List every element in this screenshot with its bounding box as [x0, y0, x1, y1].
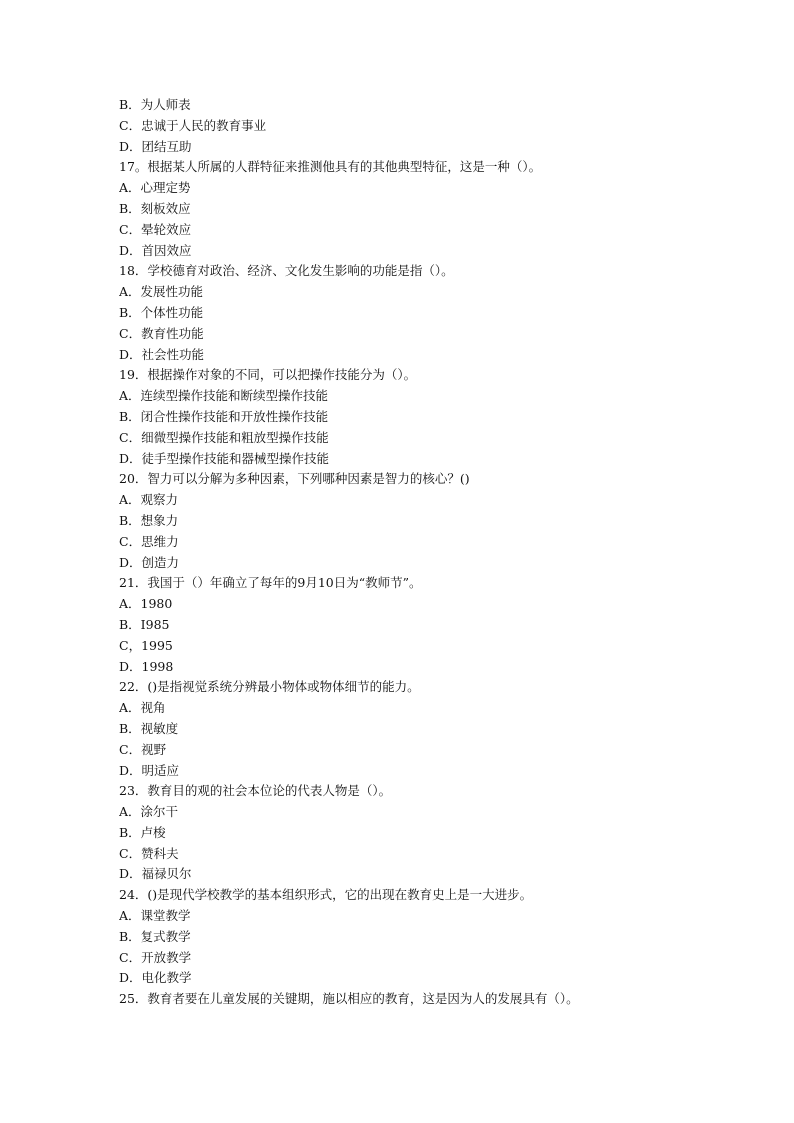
document-page — [119, 95, 679, 1010]
option-d-q24: D．电化教学 — [119, 970, 192, 986]
option-a-q22: A．视角 — [119, 700, 166, 716]
option-b-q17: B．刻板效应 — [119, 200, 191, 216]
question-23: 23．教育目的观的社会本位论的代表人物是（）。 — [119, 783, 392, 799]
option-d-q22: D．明适应 — [119, 762, 180, 778]
question-17: 17。根据某人所属的人群特征来推测他具有的其他典型特征，这是一种（）。 — [119, 159, 542, 175]
option-b-q19: B．闭合性操作技能和开放性操作技能 — [119, 408, 329, 424]
option-c-q19: C．细微型操作技能和粗放型操作技能 — [119, 429, 329, 445]
option-d-q20: D．创造力 — [119, 554, 180, 570]
option-b-q21: B．I985 — [119, 616, 170, 632]
option-d-q21: D．1998 — [119, 658, 174, 674]
option-c-q21: C，1995 — [119, 637, 173, 653]
option-c-q17: C．晕轮效应 — [119, 221, 192, 237]
option-c-q20: C．思维力 — [119, 533, 179, 549]
option-c-q24: C．开放教学 — [119, 949, 192, 965]
option-c-q22: C．视野 — [119, 741, 167, 757]
option-b-q16: B．为人师表 — [119, 97, 191, 112]
option-c-q16: C．忠诚于人民的教育事业 — [119, 117, 267, 133]
option-b-q18: B．个体性功能 — [119, 304, 204, 320]
question-18: 18．学校德育对政治、经济、文化发生影响的功能是指（）。 — [119, 263, 454, 279]
option-b-q24: B．复式教学 — [119, 928, 191, 944]
question-24: 24．()是现代学校教学的基本组织形式，它的出现在教育史上是一大进步。 — [119, 887, 533, 903]
question-22: 22．()是指视觉系统分辨最小物体或物体细节的能力。 — [119, 679, 420, 695]
option-a-q19: A．连续型操作技能和断续型操作技能 — [119, 388, 329, 404]
option-a-q17: A．心理定势 — [119, 180, 191, 196]
option-d-q23: D．福禄贝尔 — [119, 866, 192, 882]
option-d-q16: D．团结互助 — [119, 138, 192, 154]
option-a-q21: A．1980 — [119, 596, 173, 612]
question-25: 25．教育者要在儿童发展的关键期，施以相应的教育，这是因为人的发展具有（）。 — [119, 991, 579, 1007]
option-d-q18: D．社会性功能 — [119, 346, 205, 362]
option-b-q23: B．卢梭 — [119, 824, 166, 840]
option-b-q20: B．想象力 — [119, 512, 179, 528]
option-a-q18: A．发展性功能 — [119, 284, 204, 300]
option-c-q23: C．赞科夫 — [119, 845, 179, 861]
option-a-q20: A．观察力 — [119, 492, 179, 508]
option-c-q18: C．教育性功能 — [119, 325, 204, 341]
option-d-q17: D．首因效应 — [119, 242, 192, 258]
option-d-q19: D．徒手型操作技能和器械型操作技能 — [119, 450, 330, 466]
option-a-q24: A．课堂教学 — [119, 908, 191, 924]
option-b-q22: B．视敏度 — [119, 720, 179, 736]
question-20: 20．智力可以分解为多种因素，下列哪种因素是智力的核心？() — [119, 471, 470, 487]
question-21: 21．我国于（）年确立了每年的9月10日为“教师节”。 — [119, 575, 422, 591]
option-a-q23: A．涂尔干 — [119, 804, 179, 820]
question-19: 19．根据操作对象的不同，可以把操作技能分为（）。 — [119, 367, 417, 383]
